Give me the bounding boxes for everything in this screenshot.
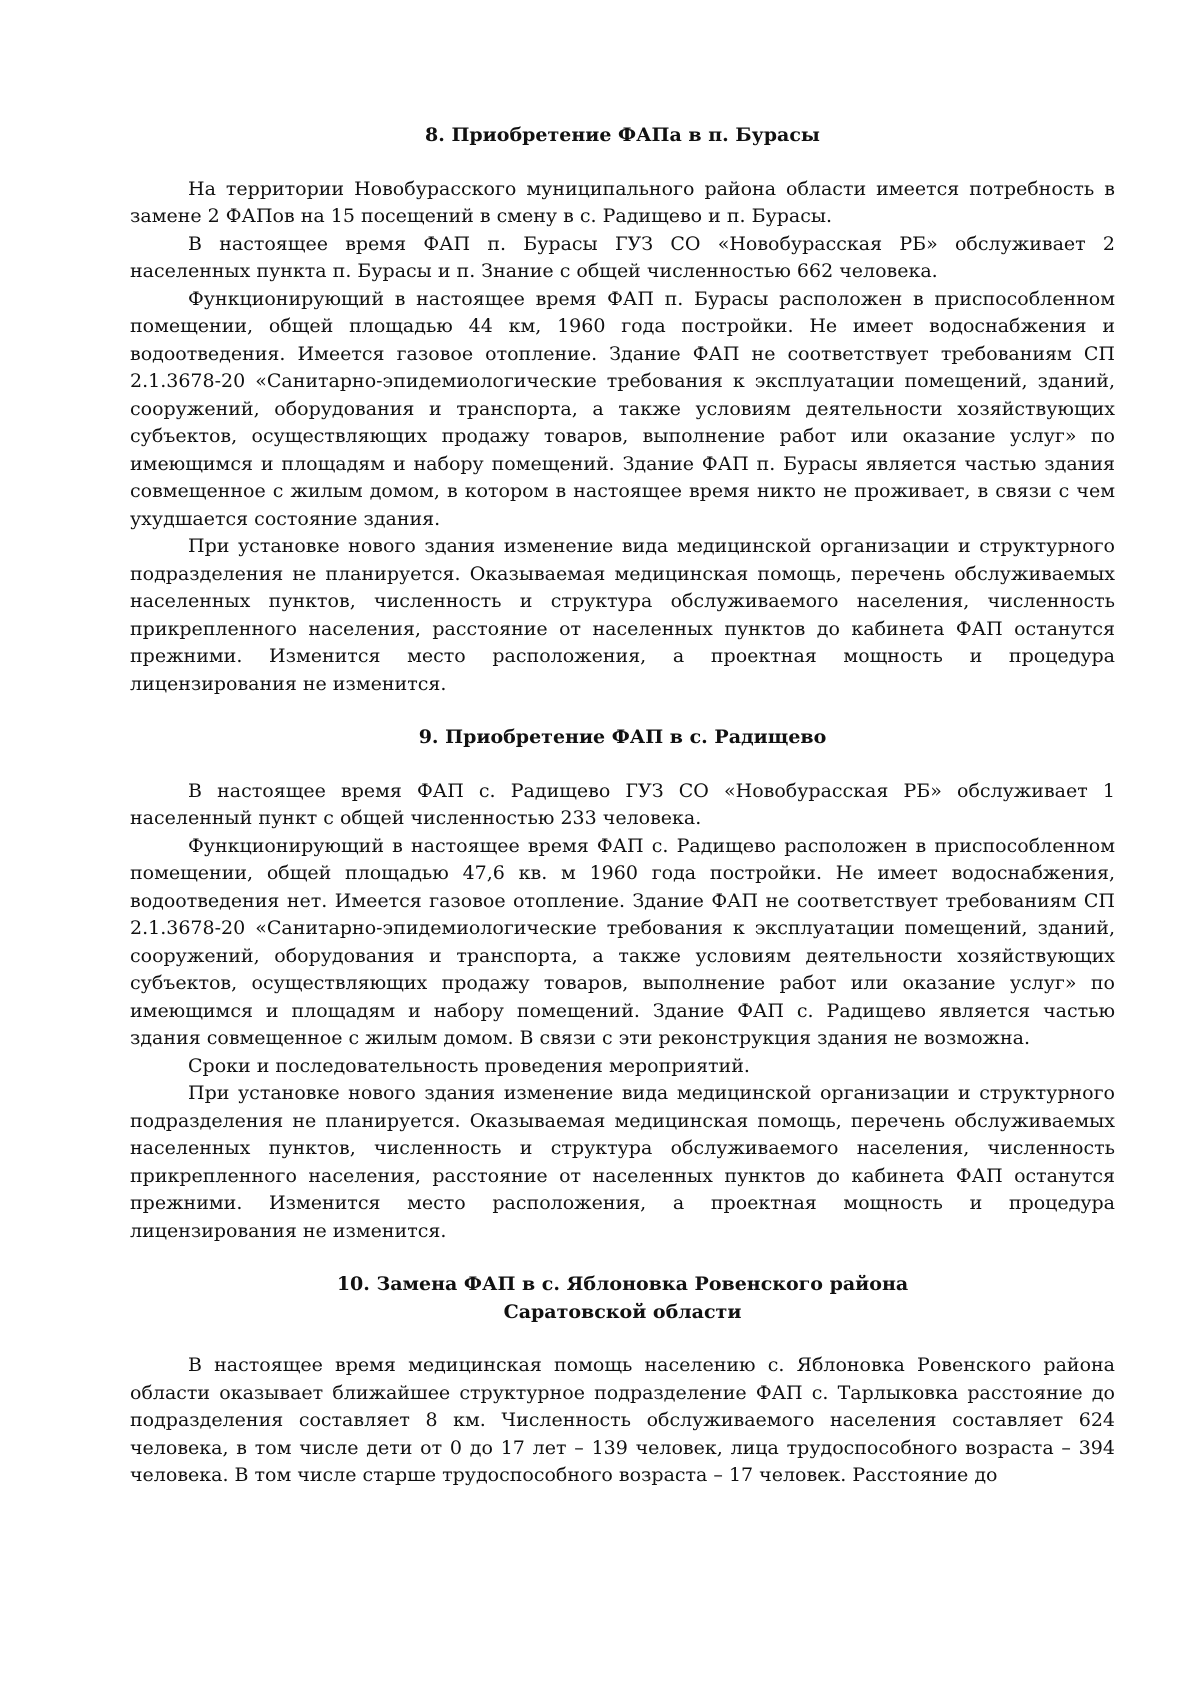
paragraph: На территории Новобурасского муниципального района области имеется потребность в замене 2 ФАПов на 15 посещений в смену в с. Радищево и п. Бурасы. <box>130 177 1115 227</box>
section-title-line: 10. Замена ФАП в с. Яблоновка Ровенского района <box>336 1273 909 1295</box>
section-title <box>130 724 1115 752</box>
paragraph: При установке нового здания изменение вида медицинской организации и структурного подразделения не планируется. Оказываемая медицинская помощь, перечень обслуживаемых населенных пунктов, численность и структура обслуживаемого населения, численность прикрепленного населения, расстояние от населенных пунктов до кабинета ФАП останутся прежними. Изменится место расположения, а проектная мощность и процедура лицензирования не изменится. <box>130 535 1115 695</box>
paragraph: В настоящее время ФАП п. Бурасы ГУЗ СО «Новобурасская РБ» обслуживает 2 населенных пункта п. Бурасы и п. Знание с общей численностью 662 человека. <box>130 232 1115 282</box>
paragraph: В настоящее время медицинская помощь населению с. Яблоновка Ровенского района области оказывает ближайшее структурное подразделение ФАП с. Тарлыковка расстояние до подразделения составляет 8 км. Численность обслуживаемого населения составляет 624 человека, в том числе дети от 0 до 17 лет – 139 человек, лица трудоспособного возраста – 394 человека. В том числе старше трудоспособного возраста – 17 человек. Расстояние до <box>130 1354 1115 1486</box>
section-title-line: Саратовской области <box>503 1300 742 1323</box>
section-title-line: 8. Приобретение ФАПа в п. Бурасы <box>425 124 820 146</box>
section-title <box>130 122 1115 150</box>
document-body <box>130 122 1115 1490</box>
section-title <box>130 1271 1115 1326</box>
section-title-line: 9. Приобретение ФАП в с. Радищево <box>418 726 827 748</box>
paragraph: Функционирующий в настоящее время ФАП с. Радищево расположен в приспособленном помещении, общей площадью 47,6 кв. м 1960 года постройки. Не имеет водоснабжения, водоотведения нет. Имеется газовое отопление. Здание ФАП не соответствует требованиям СП 2.1.3678-20 «Санитарно-эпидемиологические требования к эксплуатации помещений, зданий, сооружений, оборудования и транспорта, а также условиям деятельности хозяйствующих субъектов, осуществляющих продажу товаров, выполнение работ или оказание услуг» по имеющимся и площадям и набору помещений. Здание ФАП с. Радищево является частью здания совмещенное с жилым домом. В связи с эти реконструкция здания не возможна. <box>130 834 1115 1049</box>
paragraph: Функционирующий в настоящее время ФАП п. Бурасы расположен в приспособленном помещении, общей площадью 44 км, 1960 года постройки. Не имеет водоснабжения и водоотведения. Имеется газовое отопление. Здание ФАП не соответствует требованиям СП 2.1.3678-20 «Санитарно-эпидемиологические требования к эксплуатации помещений, зданий, сооружений, оборудования и транспорта, а также условиям деятельности хозяйствующих субъектов, осуществляющих продажу товаров, выполнение работ или оказание услуг» по имеющимся и площадям и набору помещений. Здание ФАП п. Бурасы является частью здания совмещенное с жилым домом, в котором в настоящее время никто не проживает, в связи с чем ухудшается состояние здания. <box>130 287 1115 530</box>
paragraph: Сроки и последовательность проведения мероприятий. <box>188 1054 750 1077</box>
paragraph: При установке нового здания изменение вида медицинской организации и структурного подразделения не планируется. Оказываемая медицинская помощь, перечень обслуживаемых населенных пунктов, численность и структура обслуживаемого населения, численность прикрепленного населения, расстояние от населенных пунктов до кабинета ФАП останутся прежними. Изменится место расположения, а проектная мощность и процедура лицензирования не изменится. <box>130 1082 1115 1242</box>
paragraph: В настоящее время ФАП с. Радищево ГУЗ СО «Новобурасская РБ» обслуживает 1 населенный пункт с общей численностью 233 человека. <box>130 779 1115 829</box>
